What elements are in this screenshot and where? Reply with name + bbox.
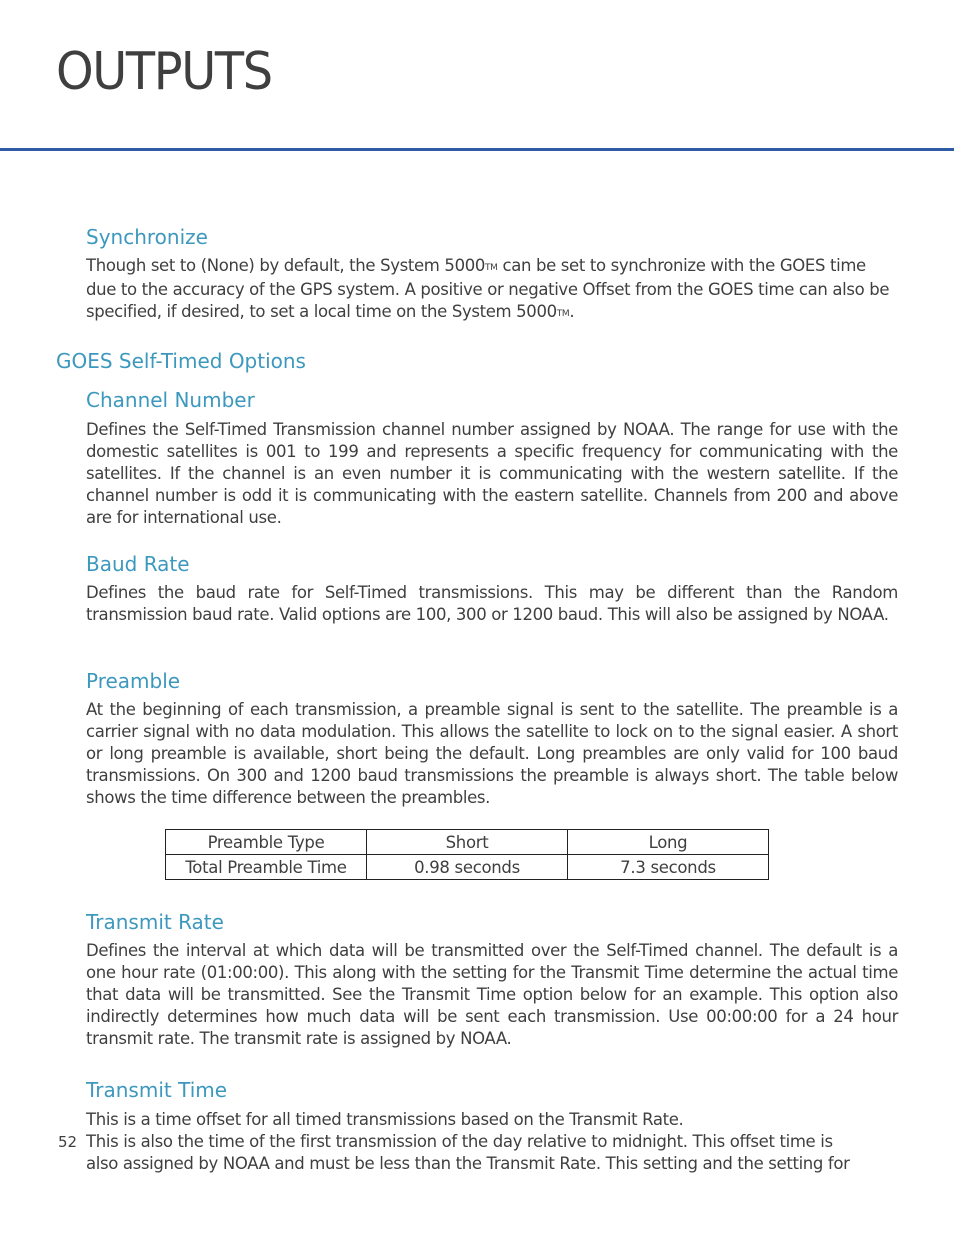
- heading-goes-self-timed-options: GOES Self-Timed Options: [56, 349, 306, 373]
- page-number: 52: [58, 1133, 78, 1151]
- heading-baud-rate: Baud Rate: [86, 552, 190, 576]
- table-cell: 7.3 seconds: [568, 855, 769, 880]
- table-cell: Preamble Type: [166, 830, 367, 855]
- table-cell: Short: [367, 830, 568, 855]
- table-cell: Total Preamble Time: [166, 855, 367, 880]
- heading-synchronize: Synchronize: [86, 225, 208, 249]
- paragraph-synchronize: Though set to (None) by default, the System 5000TM can be set to synchronize with the GOES time due to the accuracy of the GPS system. A positive or negative Offset from the GOES time can also be specified, if desired, to set a local time on the System 5000TM.: [86, 256, 890, 321]
- paragraph-preamble: At the beginning of each transmission, a preamble signal is sent to the satellite. The preamble is a carrier signal with no data modulation. This allows the satellite to lock on to the signal easier. A short or long preamble is available, short being the default. Long preambles are only valid for 100 baud transmissions. On 300 and 1200 baud transmissions the preamble is always short. The table below shows the time difference between the preambles.: [86, 700, 898, 807]
- paragraph-transmit-rate: Defines the interval at which data will be transmitted over the Self-Timed channel. The default is a one hour rate (01:00:00). This along with the setting for the Transmit Time determine the actual time that data will be transmitted. See the Transmit Time option below for an example. This option also indirectly determines how much data will be sent each transmission. Use 00:00:00 for a 24 hour transmit rate. The transmit rate is assigned by NOAA.: [86, 941, 898, 1048]
- table-row: [166, 830, 769, 855]
- table-cell: 0.98 seconds: [367, 855, 568, 880]
- paragraph-transmit-time: This is a time offset for all timed transmissions based on the Transmit Rate. This is also the time of the first transmission of the day relative to midnight. This offset time is also assigned by NOAA and must be less than the Transmit Rate. This setting and the setting for: [86, 1110, 850, 1173]
- header-divider: [0, 148, 954, 151]
- heading-transmit-rate: Transmit Rate: [86, 910, 224, 934]
- page-title: OUTPUTS: [56, 42, 272, 102]
- heading-channel-number: Channel Number: [86, 388, 255, 412]
- heading-preamble: Preamble: [86, 669, 181, 693]
- table-cell: Long: [568, 830, 769, 855]
- table-row: [166, 855, 769, 880]
- preamble-table: [165, 829, 769, 880]
- heading-transmit-time: Transmit Time: [86, 1078, 228, 1102]
- paragraph-baud-rate: Defines the baud rate for Self-Timed transmissions. This may be different than the Random transmission baud rate. Valid options are 100, 300 or 1200 baud. This will also be assigned by NOAA.: [86, 583, 898, 624]
- paragraph-channel-number: Defines the Self-Timed Transmission channel number assigned by NOAA. The range for use with the domestic satellites is 001 to 199 and represents a specific frequency for communicating with the satellites. If the channel is an even number it is communicating with the western satellite. If the channel number is odd it is communicating with the eastern satellite. Channels from 200 and above are for international use.: [86, 420, 898, 527]
